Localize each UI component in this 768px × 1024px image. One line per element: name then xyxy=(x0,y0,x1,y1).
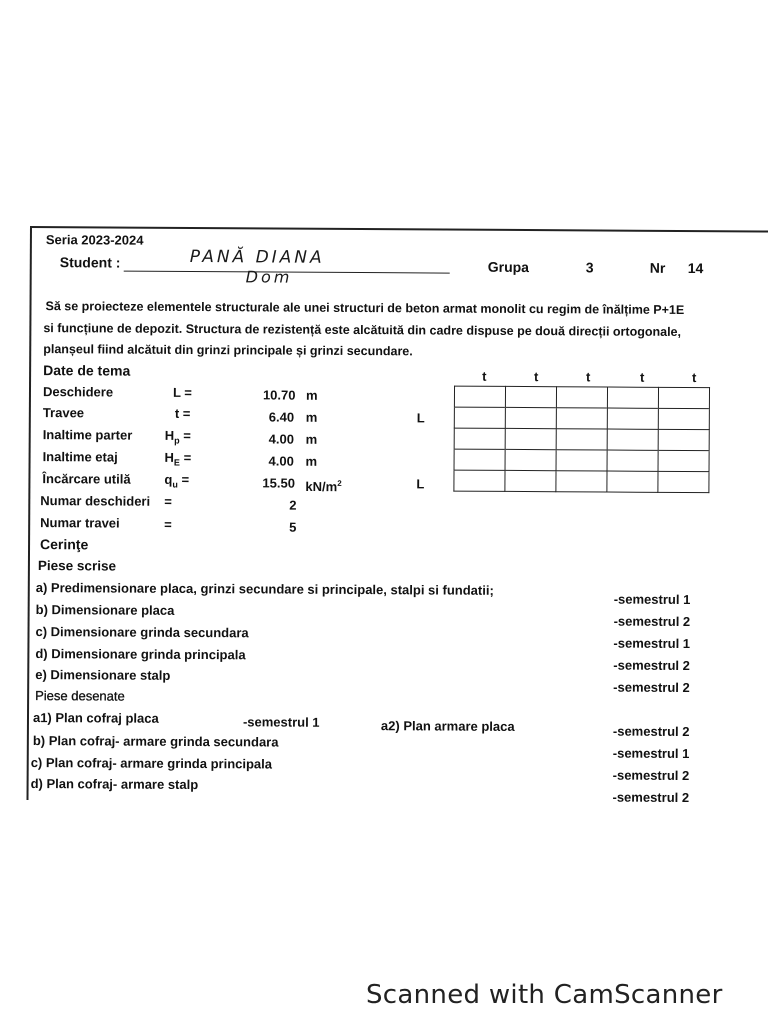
signature: Dom xyxy=(245,267,293,287)
written-item: a) Predimensionare placa, grinzi secundare si principale, stalpi si fundatii; xyxy=(35,580,494,598)
span-label-t: t xyxy=(482,368,487,384)
drawn-item-mid-semester: -semestrul 1 xyxy=(242,714,320,730)
data-value: 5 xyxy=(289,519,297,535)
drawn-item-semester: -semestrul 2 xyxy=(612,723,690,740)
drawn-item-semester: -semestrul 2 xyxy=(612,789,690,806)
drawn-pieces-title: Piese desenate xyxy=(35,688,125,704)
requirements-title: Cerinţe xyxy=(40,536,89,553)
written-pieces-title: Piese scrise xyxy=(37,558,117,574)
data-value: 2 xyxy=(289,497,297,513)
written-item-semester: -semestrul 1 xyxy=(613,591,691,608)
data-unit: $kN/m^2$ xyxy=(305,478,342,495)
drawn-item-semester: -semestrul 2 xyxy=(612,767,690,784)
data-symbol: L = xyxy=(172,384,192,400)
data-symbol: $q_u$ = xyxy=(164,471,190,490)
data-symbol: = xyxy=(164,516,172,532)
written-item: d) Dimensionare grinda principala xyxy=(35,646,246,663)
data-unit: m xyxy=(305,409,318,425)
data-unit: m xyxy=(305,387,318,403)
drawn-item: b) Plan cofraj- armare grinda secundara xyxy=(32,733,279,750)
span-label-t: t xyxy=(586,369,591,385)
drawn-item-semester: -semestrul 1 xyxy=(612,745,690,762)
data-label: Travee xyxy=(42,405,85,421)
data-label: Inaltime etaj xyxy=(42,449,118,465)
student-label: Student : xyxy=(59,254,121,271)
student-name-handwritten: PANĂ DIANA xyxy=(189,246,325,268)
drawn-item-mid-text: a2) Plan armare placa xyxy=(380,718,515,734)
written-item-semester: -semestrul 2 xyxy=(613,679,690,696)
data-symbol: $H_E$ = xyxy=(164,449,192,468)
data-label: Numar travei xyxy=(40,515,120,531)
intro-line-3: planșeul fiind alcătuit din grinzi principale și grinzi secundare. xyxy=(43,342,413,359)
span-label-t: t xyxy=(534,369,539,385)
written-item-semester: -semestrul 2 xyxy=(613,613,691,630)
span-label-t: t xyxy=(692,370,697,386)
drawn-item: a1) Plan cofraj placa xyxy=(32,710,159,726)
nr-label: Nr xyxy=(649,259,666,276)
span-label-t: t xyxy=(640,369,645,385)
data-label: Inaltime parter xyxy=(42,427,133,443)
structural-grid-sketch xyxy=(453,386,710,494)
data-label: Încărcare utilă xyxy=(42,471,131,487)
data-value: 4.00 xyxy=(268,453,294,469)
span-label-l: L xyxy=(416,476,425,492)
data-unit: m xyxy=(305,453,318,469)
data-unit: m xyxy=(305,431,318,447)
intro-line-2: si funcțiune de depozit. Structura de rezistență este alcătuită din cadre dispuse pe două direcții ortogonale, xyxy=(43,321,682,339)
span-label-l: L xyxy=(416,410,425,426)
nr-value: 14 xyxy=(687,260,704,277)
data-value: 10.70 xyxy=(262,387,296,403)
data-label: Numar deschideri xyxy=(40,493,151,509)
data-symbol: $H_p$ = xyxy=(164,427,191,446)
written-item: b) Dimensionare placa xyxy=(35,602,175,618)
data-section-title: Date de tema xyxy=(43,362,131,379)
drawn-item: c) Plan cofraj- armare grinda principala xyxy=(30,755,273,772)
data-value: 4.00 xyxy=(268,431,295,447)
assignment-sheet xyxy=(26,226,768,805)
data-symbol: t = xyxy=(174,405,191,421)
group-value: 3 xyxy=(585,259,594,276)
data-label: Deschidere xyxy=(42,384,114,400)
written-item-semester: -semestrul 1 xyxy=(613,635,691,652)
drawn-item: d) Plan cofraj- armare stalp xyxy=(30,776,199,793)
series-label: Seria 2023-2024 xyxy=(45,232,144,248)
written-item-semester: -semestrul 2 xyxy=(613,657,690,674)
data-value: 6.40 xyxy=(268,409,295,425)
data-value: 15.50 xyxy=(262,475,296,491)
written-item: c) Dimensionare grinda secundara xyxy=(35,624,249,641)
intro-line-1: Să se proiecteze elementele structurale ale unei structuri de beton armat monolit cu regim de înălțime P+1E xyxy=(45,299,685,317)
camscanner-watermark: Scanned with CamScanner xyxy=(366,980,723,1010)
written-item: e) Dimensionare stalp xyxy=(35,667,171,683)
group-label: Grupa xyxy=(487,258,530,276)
data-symbol: = xyxy=(164,493,172,509)
